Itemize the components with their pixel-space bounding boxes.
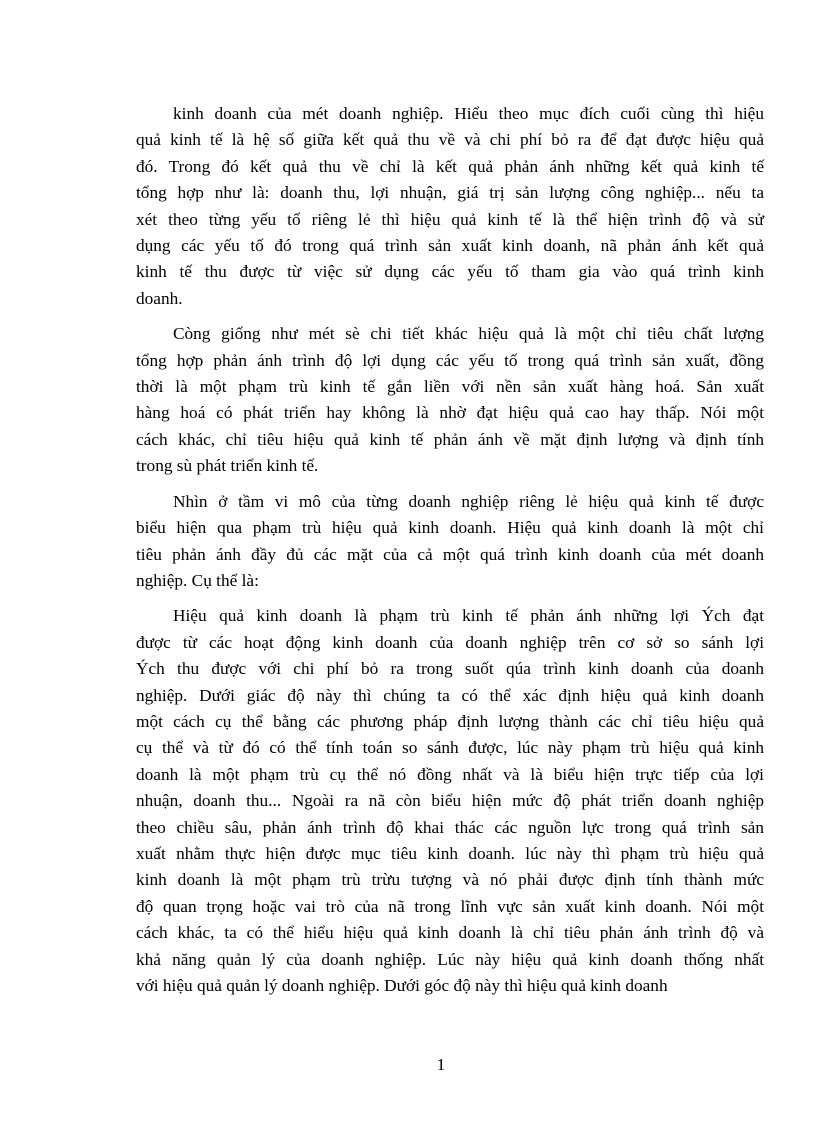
text-line: kinh doanh là một phạm trù trừu tượng và nó phải được định tính thành mức <box>136 870 764 890</box>
paragraph-4 <box>136 603 764 999</box>
text-line: trong sù phát triển kinh tế. <box>136 456 319 476</box>
page-number: 1 <box>436 1055 446 1074</box>
text-line: kinh tế thu được từ việc sử dụng các yếu tố tham gia vào quá trình kinh <box>136 262 764 282</box>
text-line: cách khác, ta có thể hiểu hiệu quả kinh doanh là chỉ tiêu phản ánh trình độ và <box>136 923 764 943</box>
text-line: với hiệu quả quản lý doanh nghiệp. Dưới góc độ này thì hiệu quả kinh doanh <box>136 976 668 995</box>
text-line: nghiệp. Dưới giác độ này thì chúng ta có thể xác định hiệu quả kinh doanh <box>136 685 764 705</box>
paragraph-2 <box>136 321 764 479</box>
text-line: xét theo từng yếu tố riêng lẻ thì hiệu quả kinh tế là thể hiện trình độ và sử <box>136 209 764 229</box>
text-line: độ quan trọng hoặc vai trò của nã trong lĩnh vực sản xuất kinh doanh. Nói một <box>136 896 764 916</box>
text-line: đó. Trong đó kết quả thu về chỉ là kết quả phản ánh những kết quả kinh tế <box>136 156 764 176</box>
text-line: xuất nhằm thực hiện được mục tiêu kinh doanh. lúc này thì phạm trù hiệu quả <box>136 843 764 863</box>
text-line: quả kinh tế là hệ số giữa kết quả thu về và chi phí bỏ ra để đạt được hiệu quả <box>136 130 764 150</box>
text-line: biểu hiện qua phạm trù hiệu quả kinh doanh. Hiệu quả kinh doanh là một chỉ <box>136 518 764 538</box>
text-line: Hiệu quả kinh doanh là phạm trù kinh tế phản ánh những lợi Ých đạt <box>173 606 764 626</box>
text-line: tổng hợp như là: doanh thu, lợi nhuận, giá trị sản lượng công nghiệp... nếu ta <box>136 183 764 203</box>
text-line: tổng hợp phản ánh trình độ lợi dụng các yếu tố trong quá trình sản xuất, đồng <box>136 350 764 370</box>
text-line: nhuận, doanh thu... Ngoài ra nã còn biểu hiện mức độ phát triển doanh nghiệp <box>136 791 764 811</box>
text-line: được từ các hoạt động kinh doanh của doanh nghiệp trên cơ sở so sánh lợi <box>136 632 764 652</box>
text-line: thời là một phạm trù kinh tế gắn liền với nền sản xuất hàng hoá. Sản xuất <box>136 377 764 397</box>
text-line: Ých thu được với chi phí bỏ ra trong suốt qúa trình kinh doanh của doanh <box>136 659 764 679</box>
text-line: tiêu phản ánh đầy đủ các mặt của cả một quá trình kinh doanh của mét doanh <box>136 544 764 564</box>
document-body <box>136 101 764 1008</box>
text-line: Còng giống như mét sè chi tiết khác hiệu quả là một chỉ tiêu chất lượng <box>173 324 764 344</box>
paragraph-1 <box>136 101 764 312</box>
paragraph-3 <box>136 489 764 595</box>
text-line: cách khác, chỉ tiêu hiệu quả kinh tế phản ánh về mặt định lượng và định tính <box>136 429 764 449</box>
text-line: một cách cụ thể bằng các phương pháp định lượng thành các chỉ tiêu hiệu quả <box>136 711 764 731</box>
text-line: doanh. <box>136 288 183 308</box>
text-line: khả năng quản lý của doanh nghiệp. Lúc này hiệu quả kinh doanh thống nhất <box>136 949 764 969</box>
text-line: kinh doanh của mét doanh nghiệp. Hiểu theo mục đích cuối cùng thì hiệu <box>173 104 764 123</box>
text-line: nghiệp. Cụ thể là: <box>136 570 259 590</box>
text-line: cụ thể và từ đó có thể tính toán so sánh được, lúc này phạm trù hiệu quả kinh <box>136 738 764 758</box>
text-line: theo chiều sâu, phản ánh trình độ khai thác các nguồn lực trong quá trình sản <box>136 817 764 837</box>
text-line: Nhìn ở tầm vi mô của từng doanh nghiệp riêng lẻ hiệu quả kinh tế được <box>173 491 764 511</box>
text-line: hàng hoá có phát triển hay không là nhờ đạt hiệu quả cao hay thấp. Nói một <box>136 403 764 423</box>
text-line: dụng các yếu tố đó trong quá trình sản xuất kinh doanh, nã phản ánh kết quả <box>136 236 764 256</box>
text-line: doanh là một phạm trù cụ thể nó đồng nhất và là biểu hiện trực tiếp của lợi <box>136 764 764 784</box>
